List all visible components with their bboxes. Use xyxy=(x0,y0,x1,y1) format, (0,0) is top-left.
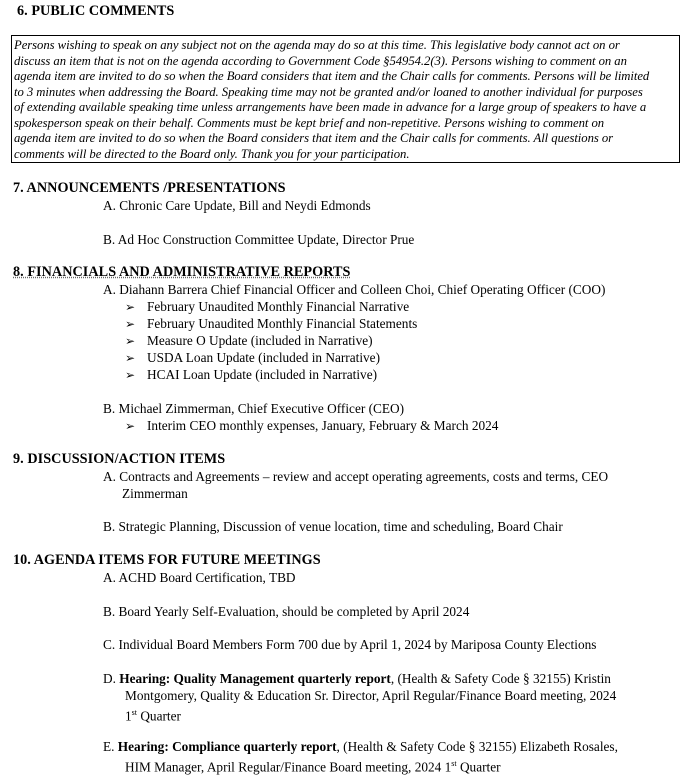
section-6-heading: 6. PUBLIC COMMENTS xyxy=(17,3,175,19)
s10-item-b: B. Board Yearly Self-Evaluation, should be completed by April 2024 xyxy=(103,604,470,619)
public-comments-box xyxy=(11,35,680,163)
bullet-text: February Unaudited Monthly Financial Statements xyxy=(147,316,418,331)
s8-a-bullet xyxy=(125,332,373,350)
bullet-text: HCAI Loan Update (included in Narrative) xyxy=(147,367,378,382)
s10-item-d xyxy=(103,670,611,687)
item-letter: D. xyxy=(103,671,120,686)
arrow-bullet-icon: ➢ xyxy=(125,300,136,314)
s7-item-b: B. Ad Hoc Construction Committee Update, Director Prue xyxy=(103,232,415,247)
s9-item-a-continued: Zimmerman xyxy=(122,486,188,501)
s10-item-e xyxy=(103,738,618,755)
item-detail: HIM Manager, April Regular/Finance Board meeting, 2024 1 xyxy=(125,759,452,775)
section-9-heading: 9. DISCUSSION/ACTION ITEMS xyxy=(13,451,226,467)
s8-a-bullet xyxy=(125,315,417,333)
s9-item-a: A. Contracts and Agreements – review and accept operating agreements, costs and terms, CEO xyxy=(103,469,609,484)
box-line-1: Persons wishing to speak on any subject not on the agenda may do so at this time. This legislative body cannot act on or xyxy=(14,38,620,52)
s8-a-bullet xyxy=(125,349,380,367)
box-line-3: agenda item are invited to do so when the Board considers that item and the Chair calls for comments. Persons will be limited xyxy=(14,69,650,83)
item-bold-title: Hearing: Quality Management quarterly report xyxy=(119,671,391,686)
section-8-heading: 8. FINANCIALS AND ADMINISTRATIVE REPORTS xyxy=(13,264,351,280)
arrow-bullet-icon: ➢ xyxy=(125,334,136,348)
item-letter: E. xyxy=(103,739,118,754)
s8-item-a: A. Diahann Barrera Chief Financial Officer and Colleen Choi, Chief Operating Officer (COO) xyxy=(103,282,606,297)
bullet-text: Interim CEO monthly expenses, January, February & March 2024 xyxy=(147,418,499,433)
s8-b-bullet xyxy=(125,417,498,435)
quarter-word: Quarter xyxy=(456,759,501,775)
s8-a-bullet xyxy=(125,366,377,384)
ordinal-suffix: st xyxy=(131,708,137,717)
s10-item-e-line2 xyxy=(125,755,501,775)
item-detail: , (Health & Safety Code § 32155) Kristin xyxy=(390,671,611,686)
s8-item-b: B. Michael Zimmerman, Chief Executive Officer (CEO) xyxy=(103,401,405,416)
arrow-bullet-icon: ➢ xyxy=(125,419,136,433)
s10-item-d-line2: Montgomery, Quality & Education Sr. Director, April Regular/Finance Board meeting, 2024 xyxy=(125,688,617,703)
arrow-bullet-icon: ➢ xyxy=(125,317,136,331)
s10-item-c: C. Individual Board Members Form 700 due by April 1, 2024 by Mariposa County Elections xyxy=(103,637,597,652)
s10-item-d-line3 xyxy=(125,704,181,724)
ordinal-suffix: st xyxy=(451,759,457,768)
item-detail: , (Health & Safety Code § 32155) Elizabeth Rosales, xyxy=(336,739,618,754)
box-line-5: of extending available speaking time unless arrangements have been made in advance for a large group of speakers to have a xyxy=(14,100,647,114)
bullet-text: February Unaudited Monthly Financial Narrative xyxy=(147,299,410,314)
s8-a-bullet xyxy=(125,298,409,316)
box-line-2: discuss an item that is not on the agenda according to Government Code §54954.2(3). Persons wishing to comment on an xyxy=(14,53,627,68)
section-7-heading: 7. ANNOUNCEMENTS /PRESENTATIONS xyxy=(13,180,286,196)
bullet-text: USDA Loan Update (included in Narrative) xyxy=(147,350,380,365)
box-line-8: comments will be directed to the Board only. Thank you for your participation. xyxy=(14,146,410,161)
section-10-heading: 10. AGENDA ITEMS FOR FUTURE MEETINGS xyxy=(13,552,321,568)
bullet-text: Measure O Update (included in Narrative) xyxy=(147,333,373,348)
s10-item-a: A. ACHD Board Certification, TBD xyxy=(103,570,296,585)
arrow-bullet-icon: ➢ xyxy=(125,368,136,382)
quarter-word: Quarter xyxy=(137,708,181,724)
box-line-4: to 3 minutes when addressing the Board. Speaking time may not be granted and/or loaned to another individual for purposes xyxy=(14,84,643,99)
s9-item-b: B. Strategic Planning, Discussion of venue location, time and scheduling, Board Chair xyxy=(103,519,563,534)
s7-item-a: A. Chronic Care Update, Bill and Neydi Edmonds xyxy=(103,198,371,213)
arrow-bullet-icon: ➢ xyxy=(125,351,136,365)
box-line-7: agenda item are invited to do so when the Board considers that item and the Chair calls for comments. All questions or xyxy=(14,131,614,145)
item-bold-title: Hearing: Compliance quarterly report xyxy=(117,739,337,754)
quarter-number: 1 xyxy=(125,708,132,724)
box-line-6: spokesperson speak on their behalf. Comments must be kept brief and non-repetitive. Persons wishing to comment on xyxy=(14,115,605,130)
